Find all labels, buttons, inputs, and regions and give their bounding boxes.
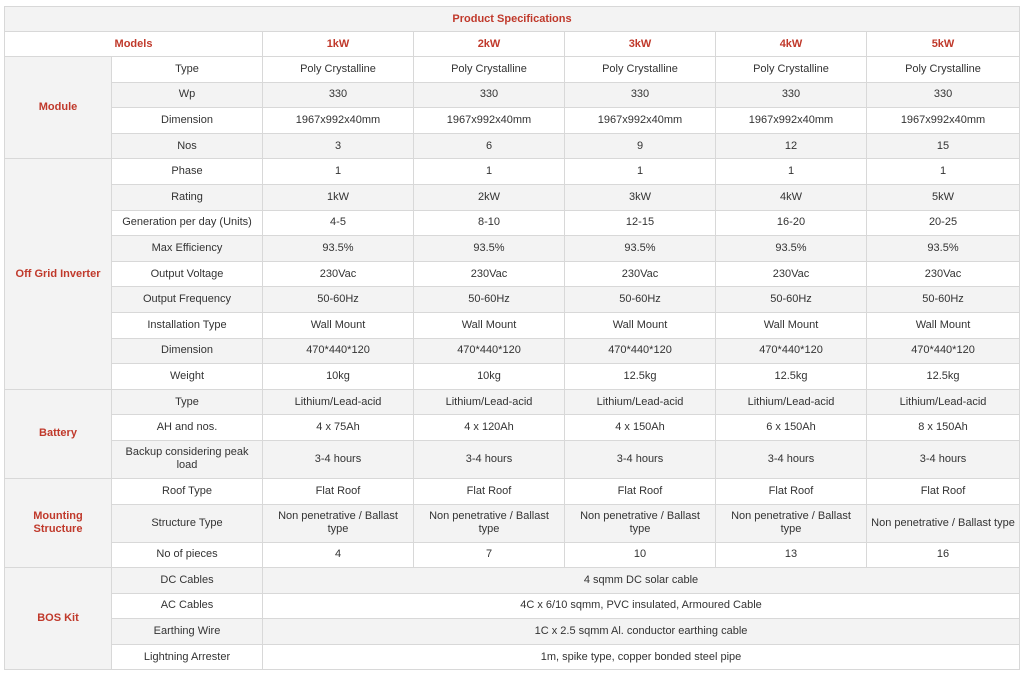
cell-value: 1kW	[263, 184, 414, 210]
cell-value: 6 x 150Ah	[716, 415, 867, 441]
cell-value: 50-60Hz	[414, 287, 565, 313]
cell-value: 230Vac	[867, 261, 1020, 287]
row-label: Dimension	[112, 108, 263, 134]
cell-value: Wall Mount	[867, 312, 1020, 338]
cell-value: 230Vac	[565, 261, 716, 287]
cell-value: Poly Crystalline	[263, 57, 414, 83]
cell-value: 1967x992x40mm	[414, 108, 565, 134]
cell-value: 3-4 hours	[867, 440, 1020, 478]
cell-value: 50-60Hz	[565, 287, 716, 313]
cell-value: 1	[263, 159, 414, 185]
cell-value: Flat Roof	[867, 478, 1020, 504]
table-row	[5, 312, 1020, 338]
cell-value-merged: 4C x 6/10 sqmm, PVC insulated, Armoured Cable	[263, 593, 1020, 619]
cell-value: 470*440*120	[414, 338, 565, 364]
row-label: Max Efficiency	[112, 236, 263, 262]
cell-value: 4 x 120Ah	[414, 415, 565, 441]
cell-value: 1	[565, 159, 716, 185]
table-row	[5, 619, 1020, 645]
header-3kw: 3kW	[565, 32, 716, 57]
cell-value: 330	[565, 82, 716, 108]
group-label-mounting: Mounting Structure	[5, 478, 112, 567]
cell-value: 3-4 hours	[716, 440, 867, 478]
cell-value: Flat Roof	[716, 478, 867, 504]
table-row	[5, 338, 1020, 364]
row-label: Rating	[112, 184, 263, 210]
row-label: AC Cables	[112, 593, 263, 619]
cell-value: Flat Roof	[414, 478, 565, 504]
table-row	[5, 644, 1020, 670]
cell-value: Non penetrative / Ballast type	[565, 504, 716, 542]
cell-value: 470*440*120	[716, 338, 867, 364]
cell-value: 3-4 hours	[414, 440, 565, 478]
table-row	[5, 184, 1020, 210]
cell-value: 10	[565, 542, 716, 568]
cell-value: 8-10	[414, 210, 565, 236]
cell-value: Poly Crystalline	[867, 57, 1020, 83]
table-row	[5, 478, 1020, 504]
row-label: Output Voltage	[112, 261, 263, 287]
header-2kw: 2kW	[414, 32, 565, 57]
cell-value: 1967x992x40mm	[263, 108, 414, 134]
cell-value: 12.5kg	[867, 364, 1020, 390]
cell-value: 3-4 hours	[263, 440, 414, 478]
table-row	[5, 261, 1020, 287]
cell-value: 4 x 150Ah	[565, 415, 716, 441]
cell-value: 50-60Hz	[716, 287, 867, 313]
table-title: Product Specifications	[5, 7, 1020, 32]
cell-value-merged: 1C x 2.5 sqmm Al. conductor earthing cable	[263, 619, 1020, 645]
row-label: Backup considering peak load	[112, 440, 263, 478]
cell-value: 470*440*120	[565, 338, 716, 364]
cell-value: 330	[414, 82, 565, 108]
cell-value: Poly Crystalline	[565, 57, 716, 83]
cell-value: 4	[263, 542, 414, 568]
product-specifications-table	[4, 6, 1020, 670]
row-label: No of pieces	[112, 542, 263, 568]
cell-value: Lithium/Lead-acid	[565, 389, 716, 415]
cell-value: 9	[565, 133, 716, 159]
cell-value: 20-25	[867, 210, 1020, 236]
cell-value: 330	[716, 82, 867, 108]
cell-value: 1	[414, 159, 565, 185]
row-label: Type	[112, 389, 263, 415]
cell-value: Lithium/Lead-acid	[716, 389, 867, 415]
cell-value: 12.5kg	[565, 364, 716, 390]
row-label: AH and nos.	[112, 415, 263, 441]
cell-value: 4 x 75Ah	[263, 415, 414, 441]
table-row	[5, 108, 1020, 134]
cell-value: 12-15	[565, 210, 716, 236]
cell-value: 5kW	[867, 184, 1020, 210]
cell-value: 470*440*120	[867, 338, 1020, 364]
table-row	[5, 57, 1020, 83]
header-1kw: 1kW	[263, 32, 414, 57]
cell-value: Non penetrative / Ballast type	[867, 504, 1020, 542]
cell-value: 230Vac	[414, 261, 565, 287]
table-row	[5, 504, 1020, 542]
cell-value: Poly Crystalline	[414, 57, 565, 83]
cell-value: 13	[716, 542, 867, 568]
cell-value: 50-60Hz	[867, 287, 1020, 313]
table-row	[5, 568, 1020, 594]
group-label-battery: Battery	[5, 389, 112, 478]
cell-value: 230Vac	[716, 261, 867, 287]
cell-value: Poly Crystalline	[716, 57, 867, 83]
cell-value: 16	[867, 542, 1020, 568]
row-label: Roof Type	[112, 478, 263, 504]
cell-value: 3-4 hours	[565, 440, 716, 478]
cell-value: 7	[414, 542, 565, 568]
header-4kw: 4kW	[716, 32, 867, 57]
cell-value: 470*440*120	[263, 338, 414, 364]
cell-value: 230Vac	[263, 261, 414, 287]
cell-value: 12	[716, 133, 867, 159]
table-row	[5, 364, 1020, 390]
cell-value: 15	[867, 133, 1020, 159]
cell-value: Lithium/Lead-acid	[263, 389, 414, 415]
cell-value-merged: 1m, spike type, copper bonded steel pipe	[263, 644, 1020, 670]
cell-value: 12.5kg	[716, 364, 867, 390]
row-label: Structure Type	[112, 504, 263, 542]
row-label: Lightning Arrester	[112, 644, 263, 670]
cell-value: 50-60Hz	[263, 287, 414, 313]
cell-value: Wall Mount	[716, 312, 867, 338]
row-label: Output Frequency	[112, 287, 263, 313]
table-row	[5, 440, 1020, 478]
cell-value: 93.5%	[716, 236, 867, 262]
cell-value: Lithium/Lead-acid	[867, 389, 1020, 415]
cell-value: Non penetrative / Ballast type	[414, 504, 565, 542]
cell-value: 10kg	[414, 364, 565, 390]
table-title-row	[5, 7, 1020, 32]
row-label: Wp	[112, 82, 263, 108]
row-label: Installation Type	[112, 312, 263, 338]
cell-value: 10kg	[263, 364, 414, 390]
table-row	[5, 287, 1020, 313]
cell-value: 8 x 150Ah	[867, 415, 1020, 441]
table-row	[5, 542, 1020, 568]
row-label: Generation per day (Units)	[112, 210, 263, 236]
table-row	[5, 82, 1020, 108]
row-label: Type	[112, 57, 263, 83]
table-row	[5, 593, 1020, 619]
row-label: Earthing Wire	[112, 619, 263, 645]
header-5kw: 5kW	[867, 32, 1020, 57]
header-models: Models	[5, 32, 263, 57]
cell-value: 93.5%	[867, 236, 1020, 262]
cell-value-merged: 4 sqmm DC solar cable	[263, 568, 1020, 594]
cell-value: Flat Roof	[263, 478, 414, 504]
cell-value: 330	[867, 82, 1020, 108]
cell-value: Flat Roof	[565, 478, 716, 504]
cell-value: 6	[414, 133, 565, 159]
cell-value: 1	[867, 159, 1020, 185]
cell-value: 4kW	[716, 184, 867, 210]
row-label: Phase	[112, 159, 263, 185]
cell-value: Non penetrative / Ballast type	[716, 504, 867, 542]
cell-value: 93.5%	[263, 236, 414, 262]
cell-value: Non penetrative / Ballast type	[263, 504, 414, 542]
group-label-inverter: Off Grid Inverter	[5, 159, 112, 389]
cell-value: 1	[716, 159, 867, 185]
cell-value: 93.5%	[565, 236, 716, 262]
cell-value: Wall Mount	[565, 312, 716, 338]
cell-value: 3kW	[565, 184, 716, 210]
row-label: Dimension	[112, 338, 263, 364]
cell-value: Wall Mount	[263, 312, 414, 338]
cell-value: 3	[263, 133, 414, 159]
table-row	[5, 210, 1020, 236]
group-label-module: Module	[5, 57, 112, 159]
cell-value: Lithium/Lead-acid	[414, 389, 565, 415]
table-row	[5, 415, 1020, 441]
cell-value: 330	[263, 82, 414, 108]
cell-value: 1967x992x40mm	[565, 108, 716, 134]
table-header-row	[5, 32, 1020, 57]
cell-value: 16-20	[716, 210, 867, 236]
table-row	[5, 236, 1020, 262]
cell-value: Wall Mount	[414, 312, 565, 338]
cell-value: 1967x992x40mm	[867, 108, 1020, 134]
cell-value: 1967x992x40mm	[716, 108, 867, 134]
cell-value: 2kW	[414, 184, 565, 210]
cell-value: 93.5%	[414, 236, 565, 262]
table-row	[5, 389, 1020, 415]
table-row	[5, 133, 1020, 159]
spec-table-container	[4, 6, 1019, 670]
table-row	[5, 159, 1020, 185]
row-label: Weight	[112, 364, 263, 390]
group-label-bos: BOS Kit	[5, 568, 112, 670]
row-label: Nos	[112, 133, 263, 159]
cell-value: 4-5	[263, 210, 414, 236]
row-label: DC Cables	[112, 568, 263, 594]
